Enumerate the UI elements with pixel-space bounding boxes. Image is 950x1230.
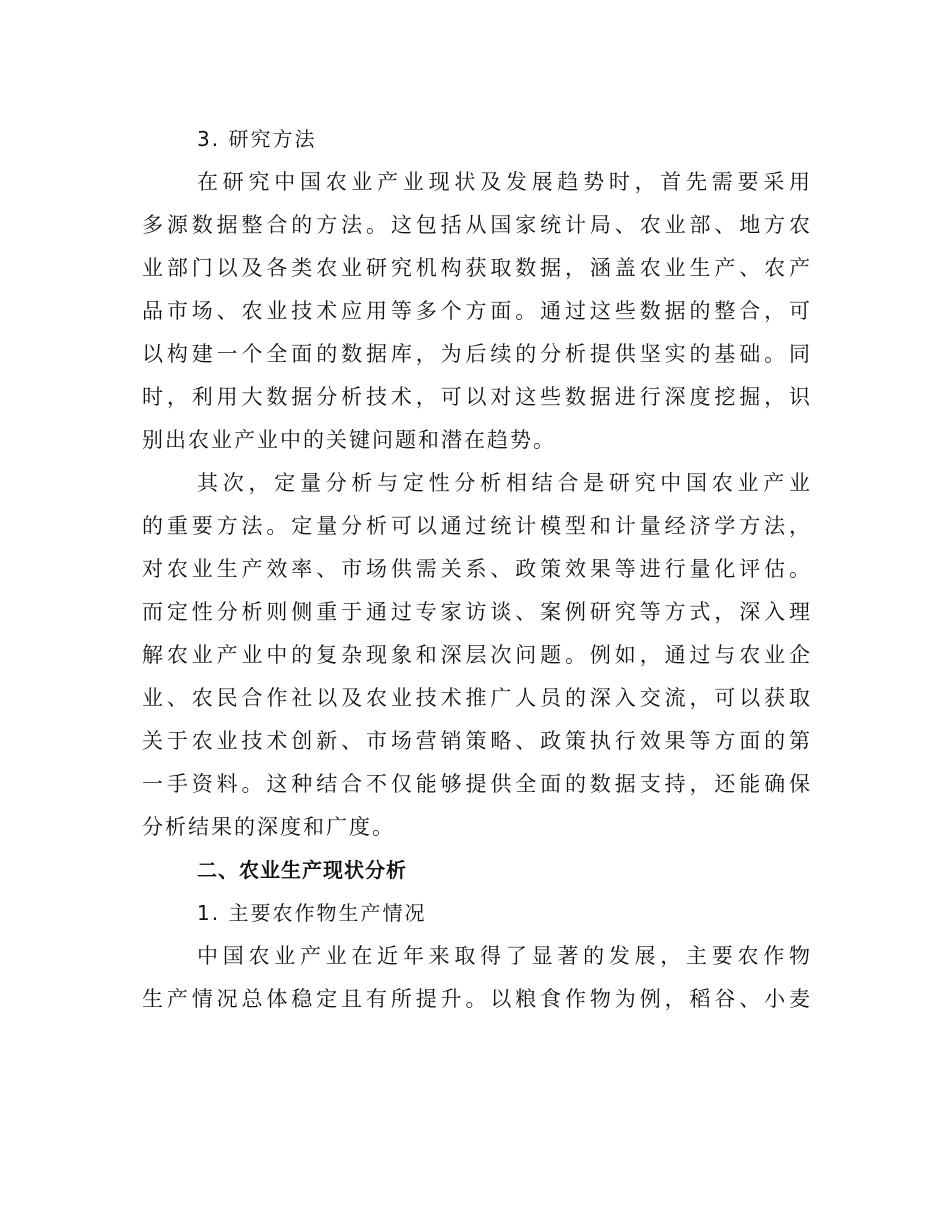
paragraph-line: 别出农业产业中的关键问题和潜在趋势。 [142, 428, 556, 452]
paragraph-line: 的重要方法。定量分析可以通过统计模型和计量经济学方法， [142, 514, 812, 538]
paragraph-line: 业、农民合作社以及农业技术推广人员的深入交流，可以获取 [142, 686, 812, 710]
section-heading-research-methods: 3. 研究方法 [197, 127, 317, 151]
paragraph-crop-production [142, 935, 812, 1021]
paragraph-line: 而定性分析则侧重于通过专家访谈、案例研究等方式，深入理 [142, 600, 812, 624]
paragraph-line: 以构建一个全面的数据库，为后续的分析提供坚实的基础。同 [142, 342, 812, 366]
section-heading-main-crops: 1. 主要农作物生产情况 [197, 901, 427, 925]
paragraph-line: 品市场、农业技术应用等多个方面。通过这些数据的整合，可 [142, 299, 812, 323]
paragraph-line: 分析结果的深度和广度。 [142, 815, 395, 839]
chapter-heading-agri-production: 二、农业生产现状分析 [197, 858, 407, 882]
page-content [142, 118, 812, 1021]
paragraph-line: 解农业产业中的复杂现象和深层次问题。例如，通过与农业企 [142, 643, 812, 667]
paragraph-line: 一手资料。这种结合不仅能够提供全面的数据支持，还能确保 [142, 772, 812, 796]
paragraph-data-integration [142, 161, 812, 462]
paragraph-line: 多源数据整合的方法。这包括从国家统计局、农业部、地方农 [142, 213, 812, 237]
paragraph-line: 中国农业产业在近年来取得了显著的发展，主要农作物 [197, 944, 812, 968]
paragraph-line: 对农业生产效率、市场供需关系、政策效果等进行量化评估。 [142, 557, 812, 581]
paragraph-line: 在研究中国农业产业现状及发展趋势时，首先需要采用 [197, 170, 812, 194]
paragraph-line: 关于农业技术创新、市场营销策略、政策执行效果等方面的第 [142, 729, 812, 753]
paragraph-line: 生产情况总体稳定且有所提升。以粮食作物为例，稻谷、小麦 [142, 987, 812, 1011]
paragraph-line: 业部门以及各类农业研究机构获取数据，涵盖农业生产、农产 [142, 256, 812, 280]
paragraph-quant-qual [142, 462, 812, 849]
paragraph-line: 时，利用大数据分析技术，可以对这些数据进行深度挖掘，识 [142, 385, 812, 409]
paragraph-line: 其次，定量分析与定性分析相结合是研究中国农业产业 [197, 471, 812, 495]
